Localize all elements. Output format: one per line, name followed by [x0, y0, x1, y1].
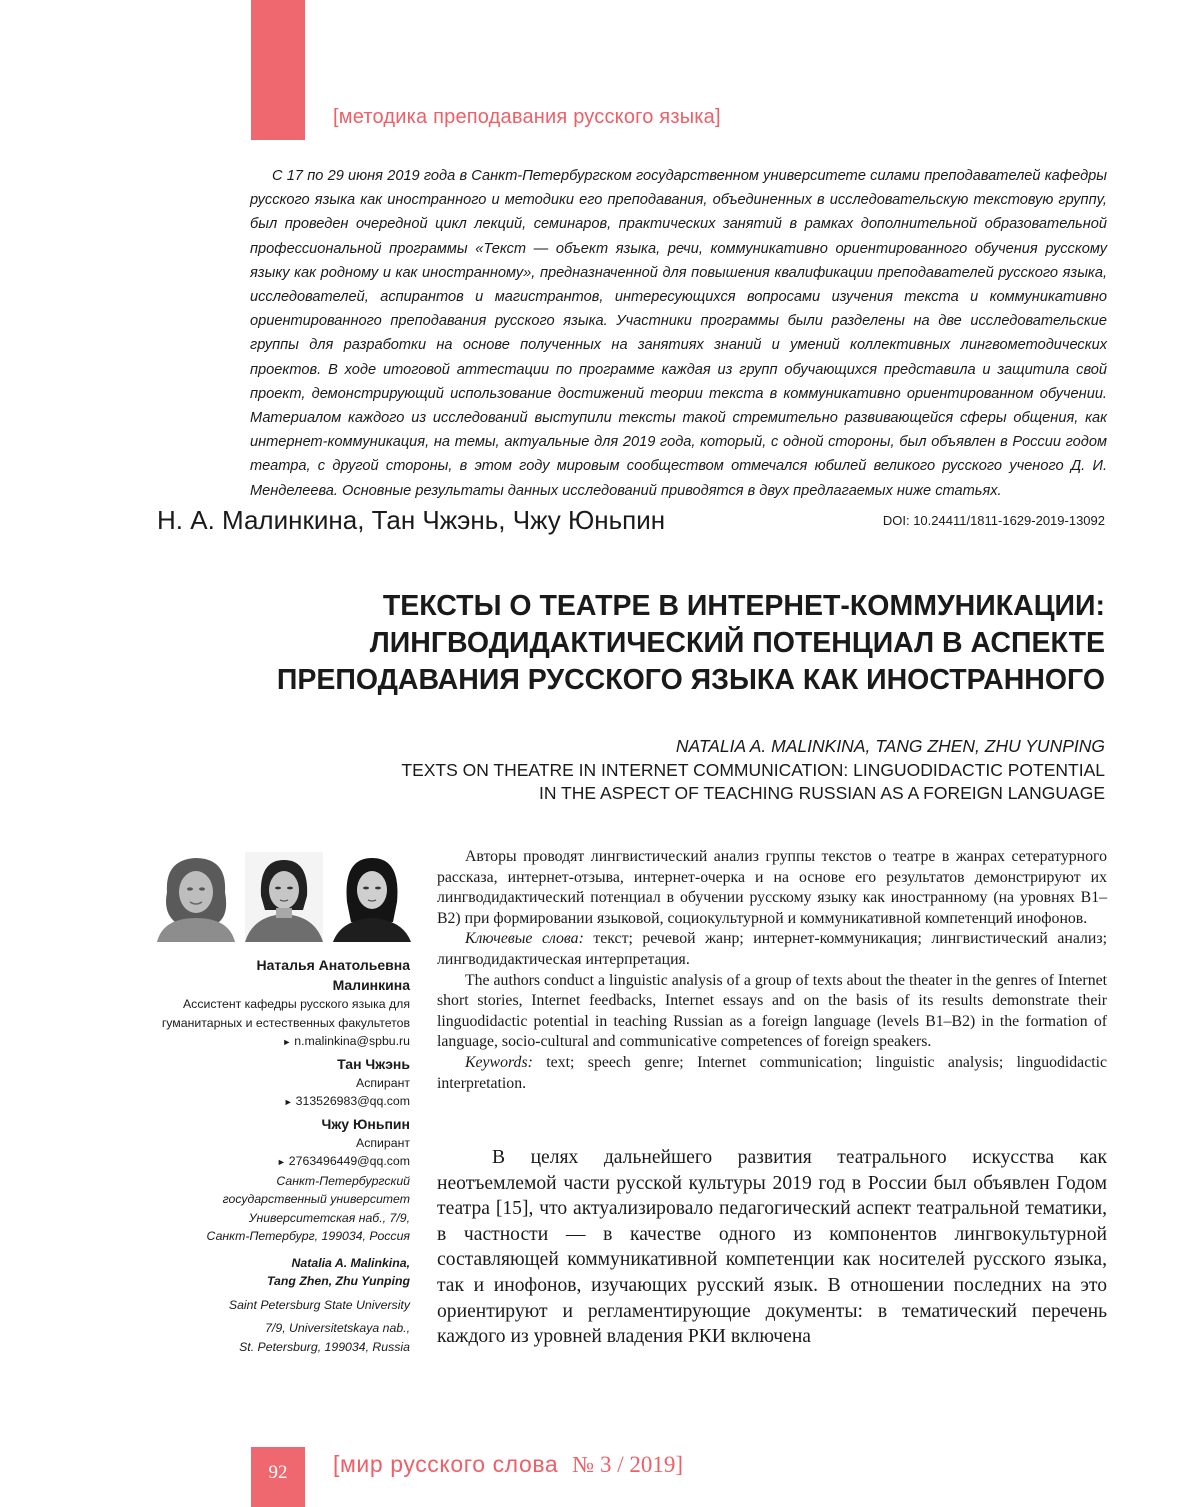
abstract-ru: Авторы проводят лингвистический анализ группы текстов о театре в жанрах сетературного рассказа, интернет-отзыва, интернет-очерка и на основе его результатов демонстрируют их лингводидактический потенциал в обучении русскому языку как иностранному (на уровнях B1–B2) при формировании языковой, социокультурной и коммуникативной компетенций инофонов. — [437, 848, 1107, 927]
author-role: Аспирант — [356, 1135, 410, 1150]
arrow-icon: ► — [276, 1157, 286, 1167]
affiliation-en-address-line: St. Petersburg, 199034, Russia — [239, 1339, 410, 1354]
top-accent-tab — [251, 0, 305, 140]
author-photos — [157, 852, 410, 942]
body-paragraph: В целях дальнейшего развития театрального искусства как неотъемлемой части русской культуры 2019 год в России был объявлен Годом театра [15], что актуализировало педагогический аспект театральной тематики, в частности — в качестве одного из компонентов лингвокультурной составляющей коммуникативной компетенции как носителей русского языка, так и инофонов, изучающих русский язык. В отношении последних на это ориентируют и регламентирующие документы: в тематический перечень каждого из уровней владения РКИ включена — [437, 1147, 1107, 1348]
article-title — [185, 588, 1105, 699]
title-line: ЛИНГВОДИДАКТИЧЕСКИЙ ПОТЕНЦИАЛ В АСПЕКТЕ — [369, 627, 1105, 659]
keywords-ru-text: текст; речевой жанр; интернет-коммуникация; лингвистический анализ; лингводидактическая интерпретация. — [437, 930, 1107, 968]
affiliation-en-name-line: Natalia A. Malinkina, — [291, 1255, 410, 1270]
affiliation-en-names — [130, 1254, 410, 1291]
email-text[interactable]: n.malinkina@spbu.ru — [294, 1034, 410, 1048]
affiliation-en-address-line: 7/9, Universitetskaya nab., — [265, 1321, 410, 1335]
keywords-ru — [437, 929, 1107, 970]
arrow-icon: ► — [283, 1097, 293, 1107]
affiliation-en-address — [130, 1319, 410, 1356]
affiliation-en-name-line: Tang Zhen, Zhu Yunping — [267, 1274, 410, 1288]
journal-issue: № 3 / 2019] — [572, 1452, 684, 1477]
abstract-en: The authors conduct a linguistic analysis of a group of texts about the theater in the genres of Internet short stories, Internet feedbacks, Internet essays and on the basis of its results demonstrate their linguodidactic potential in teaching Russian as a foreign language (levels B1–B2) in the formation of language, socio-cultural and communicative competences of foreign speakers. — [437, 971, 1107, 1051]
author-role: Аспирант — [356, 1075, 410, 1090]
author-name: Тан Чжэнь — [337, 1055, 410, 1072]
abstract — [437, 847, 1107, 1094]
keywords-en-text: text; speech genre; Internet communication; linguistic analysis; linguodidactic interpretation. — [437, 1053, 1107, 1092]
title-line: ТЕКСТЫ О ТЕАТРЕ В ИНТЕРНЕТ-КОММУНИКАЦИИ: — [382, 590, 1105, 622]
author-name-line: Наталья Анатольевна — [256, 957, 410, 973]
author-role: Ассистент кафедры русского языка для — [182, 997, 410, 1011]
journal-footer — [333, 1451, 683, 1478]
keywords-ru-label: Ключевые слова: — [465, 930, 584, 948]
affiliation-en-university: Saint Petersburg State University — [228, 1297, 410, 1312]
email-text[interactable]: 2763496449@qq.com — [288, 1154, 410, 1168]
article-authors: Н. А. Малинкина, Тан Чжэнь, Чжу Юньпин — [157, 505, 666, 535]
section-tag: [методика преподавания русского языка] — [333, 106, 721, 128]
author-email[interactable] — [130, 1032, 410, 1052]
affiliation-line: государственный университет — [222, 1192, 410, 1206]
arrow-icon: ► — [282, 1037, 292, 1047]
author-name: Чжу Юньпин — [321, 1115, 410, 1132]
email-text[interactable]: 313526983@qq.com — [295, 1094, 410, 1108]
authors-en: NATALIA A. MALINKINA, TANG ZHEN, ZHU YUNPING — [675, 736, 1105, 756]
affiliation-line: Университетская наб., 7/9, — [248, 1210, 410, 1225]
author-photo-malinkina — [157, 852, 235, 942]
page-number: 92 — [268, 1462, 288, 1483]
keywords-en — [437, 1053, 1107, 1094]
author-photo-zhu — [333, 852, 411, 942]
affiliation-line: Санкт-Петербург, 199034, Россия — [206, 1229, 410, 1243]
title-en — [401, 759, 1105, 806]
author-email[interactable] — [130, 1092, 410, 1112]
author-sidebar — [130, 955, 410, 1356]
author-name-line: Малинкина — [332, 977, 410, 993]
affiliation-line: Санкт-Петербургский — [276, 1173, 410, 1188]
author-email[interactable] — [130, 1152, 410, 1172]
author-name — [130, 955, 410, 995]
english-header — [401, 735, 1105, 806]
title-line: ПРЕПОДАВАНИЯ РУССКОГО ЯЗЫКА КАК ИНОСТРАННОГО — [276, 664, 1105, 696]
title-en-line: TEXTS ON THEATRE IN INTERNET COMMUNICATION: LINGUODIDACTIC POTENTIAL — [401, 759, 1105, 780]
keywords-en-label: Keywords: — [465, 1053, 533, 1071]
journal-name: [мир русского слова — [333, 1451, 559, 1477]
title-en-line: IN THE ASPECT OF TEACHING RUSSIAN AS A FOREIGN LANGUAGE — [539, 783, 1105, 803]
doi[interactable]: DOI: 10.24411/1811-1629-2019-13092 — [882, 513, 1105, 528]
author-role: гуманитарных и естественных факультетов — [161, 1015, 410, 1030]
affiliation-ru — [130, 1172, 410, 1246]
author-photo-tang — [245, 852, 323, 942]
intro-paragraph: С 17 по 29 июня 2019 года в Санкт-Петербургском государственном университете силами преподавателей кафедры русского языка как иностранного и методики его преподавания, объединенных в исследовательскую текстовую группу, был проведен очередной цикл лекций, семинаров, практических занятий в рамках дополнительной образовательной профессиональной программы «Текст — объект языка, речи, коммуникативно ориентированного обучения русскому языку как родному и как иностранному», предназначенной для повышения квалификации преподавателей русского языка, исследователей, аспирантов и магистрантов, интересующихся вопросами изучения текста и коммуникативно ориентированного преподавания русского языка. Участники программы были разделены на две исследовательские группы для разработки на основе полученных на занятиях знаний и умений коллективных лингвометодических проектов. В ходе итоговой аттестации по программе каждая из групп обучающихся представила и защитила свой проект, демонстрирующий использование достижений теории текста в коммуникативно ориентированном обучении. Материалом каждого из исследований выступили тексты такой стремительно развивающейся сферы общения, как интернет-коммуникация, на темы, актуальные для 2019 года, который, с одной стороны, был объявлен в России годом театра, с другой стороны, в этом году мировым сообществом отмечался юбилей великого русского ученого Д. И. Менделеева. Основные результаты данных исследований приводятся в двух предлагаемых ниже статьях. — [250, 168, 1107, 499]
